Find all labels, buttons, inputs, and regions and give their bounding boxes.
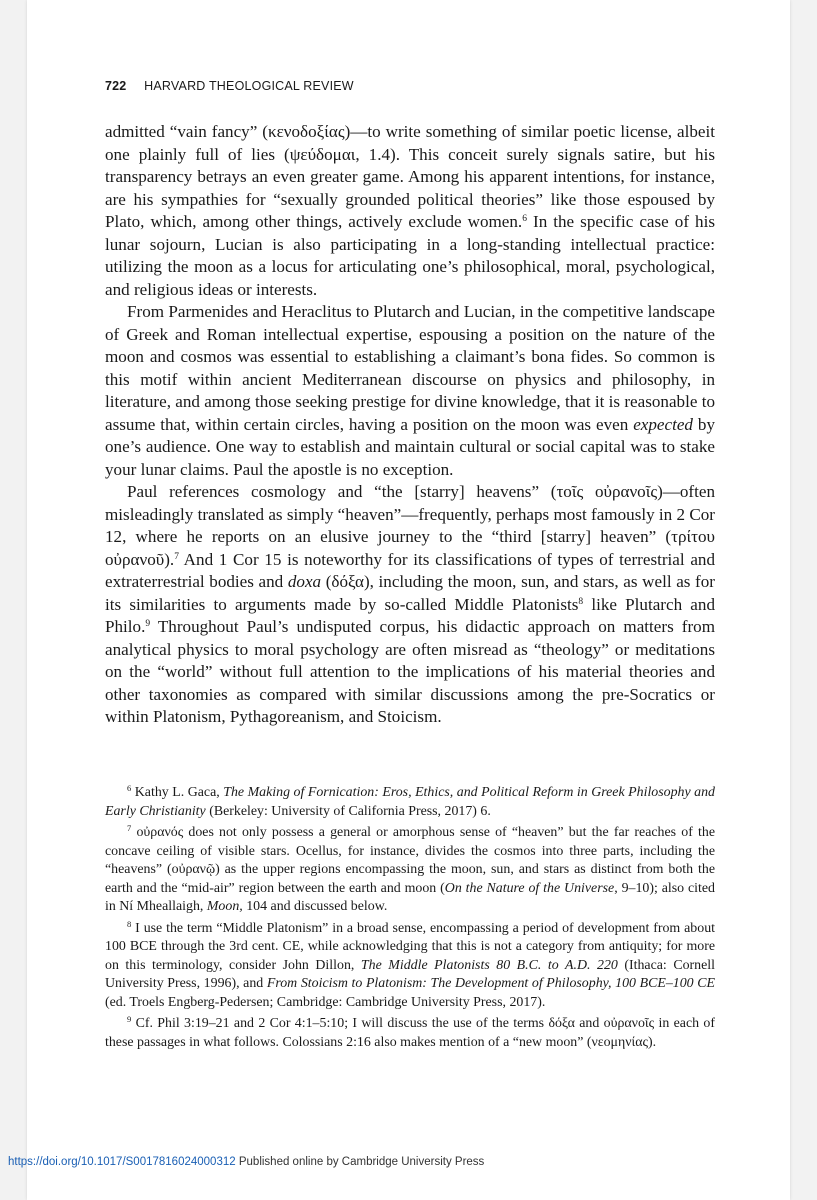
body-text xyxy=(105,121,715,729)
footnote-9 xyxy=(105,1015,715,1052)
emphasis: doxa xyxy=(287,572,322,591)
text-run: Paul references cosmology and “the [starry] heavens” (τοῖς οὐρανοῖς)—often misleadingly translated as simply “heaven”—frequently, perhaps most famously in 2 Cor 12, where he reports on an elusive journey to the “third [starry] heaven” (τρίτου οὐρανοῦ). xyxy=(105,482,715,569)
paragraph-1 xyxy=(105,121,715,301)
book-title: From Stoicism to Platonism: The Development of Philosophy, 100 BCE–100 CE xyxy=(266,976,715,991)
text-run: (δόξα), including the moon, sun, and stars, as well as for its similarities to arguments made by so-called Middle Platonists xyxy=(105,572,715,614)
footnote-ref-9[interactable]: 9 xyxy=(145,619,151,629)
footnote-ref-7[interactable]: 7 xyxy=(174,551,179,562)
text-run: (Ithaca: Cornell University Press, 1996), and xyxy=(105,957,715,991)
text-run: (Berkeley: University of California Press, 2017) 6. xyxy=(205,803,491,819)
text-run: In the specific case of his lunar sojourn, Lucian is also participating in a long-standing intellectual practice: utilizing the moon as a locus for articulating one’s philosophical, moral, psychological, and religious ideas or interests. xyxy=(105,212,716,299)
text-run: (ed. Troels Engberg-Pedersen; Cambridge: Cambridge University Press, 2017). xyxy=(105,994,546,1010)
text-run: οὐρανός does not only possess a general or amorphous sense of “heaven” but the far reaches of the concave ceiling of visible stars. Ocellus, for instance, divides the cosmos into three parts, including the “heavens” (οὐρανῷ) as the upper regions encompassing the moon, sun, and stars as distinct from both the earth and the “mid-air” region between the earth and moon ( xyxy=(105,825,715,896)
footnote-number: 8 xyxy=(127,918,132,929)
footnote-number: 9 xyxy=(127,1014,132,1024)
footnotes xyxy=(105,784,715,1055)
paragraph-2 xyxy=(105,301,715,481)
journal-title: HARVARD THEOLOGICAL REVIEW xyxy=(144,79,354,93)
text-run: by one’s audience. One way to establish and maintain cultural or social capital was to stake your lunar claims. Paul the apostle is no exception. xyxy=(105,414,715,479)
emphasis: expected xyxy=(633,414,693,434)
text-run: 104 and discussed below. xyxy=(242,899,388,914)
running-head xyxy=(105,79,354,93)
paragraph-3 xyxy=(105,481,715,729)
text-run: like Plutarch and Philo. xyxy=(105,594,715,636)
text-run: And 1 Cor 15 is noteworthy for its classifications of types of terrestrial and extraterrestrial bodies and xyxy=(105,549,715,591)
text-run: I use the term “Middle Platonism” in a broad sense, encompassing a period of development from about 100 BCE through the 3rd cent. CE, while acknowledging that this is not a category from antiquity; for more on this terminology, consider John Dillon, xyxy=(105,920,715,973)
book-title: Moon, xyxy=(206,899,243,914)
page-number: 722 xyxy=(105,79,127,93)
doi-link[interactable]: https://doi.org/10.1017/S0017816024000312 xyxy=(8,1156,236,1168)
document-page xyxy=(27,0,790,1200)
text-run: Throughout Paul’s undisputed corpus, his didactic approach on matters from analytical physics to moral psychology are often misread as “theology” or meditations on the “world” without full attention to the implications of his material theories and other taxonomies as compared with similar discussions among the pre-Socratics or within Platonism, Pythagoreanism, and Stoicism. xyxy=(105,617,715,726)
footnote-ref-8[interactable]: 8 xyxy=(578,596,584,607)
book-title: The Middle Platonists 80 B.C. to A.D. 220 xyxy=(360,957,618,973)
footnote-6 xyxy=(105,784,715,821)
text-run: Kathy L. Gaca, xyxy=(131,785,224,800)
footnote-8 xyxy=(105,920,715,1013)
text-run: admitted “vain fancy” (κενοδοξίας)—to write something of similar poetic license, albeit one plainly full of lies (ψεύδομαι, 1.4). This conceit surely signals satire, but his transparency betrays an even greater game. Among his apparent intentions, for instance, are his sympathies for “sexually grounded political theories” like those espoused by Plato, which, among other things, actively exclude women. xyxy=(105,122,715,231)
footnote-ref-6[interactable]: 6 xyxy=(522,214,527,224)
doi-footer xyxy=(8,1156,484,1168)
footnote-7 xyxy=(105,824,715,917)
footnote-number: 7 xyxy=(127,823,132,833)
book-title: On the Nature of the Universe xyxy=(444,880,615,896)
publisher-note: Published online by Cambridge University Press xyxy=(235,1156,485,1168)
footnote-number: 6 xyxy=(127,783,132,793)
text-run: , 9–10); also cited in Ní Mheallaigh, xyxy=(105,880,715,914)
book-title: The Making of Fornication: Eros, Ethics, and Political Reform in Greek Philosophy and Early Christianity xyxy=(105,785,716,819)
text-run: Cf. Phil 3:19–21 and 2 Cor 4:1–5:10; I will discuss the use of the terms δόξα and οὐρανοῖς in each of these passages in what follows. Colossians 2:16 also makes mention of a “new moon” (νεομηνίας). xyxy=(105,1016,715,1050)
text-run: From Parmenides and Heraclitus to Plutarch and Lucian, in the competitive landscape of Greek and Roman intellectual expertise, espousing a position on the nature of the moon and cosmos was essential to establishing a claimant’s bona fides. So common is this motif within ancient Mediterranean discourse on physics and philosophy, in literature, and among those seeking prestige for divine knowledge, that it is reasonable to assume that, within certain circles, having a position on the moon was even xyxy=(105,302,715,434)
